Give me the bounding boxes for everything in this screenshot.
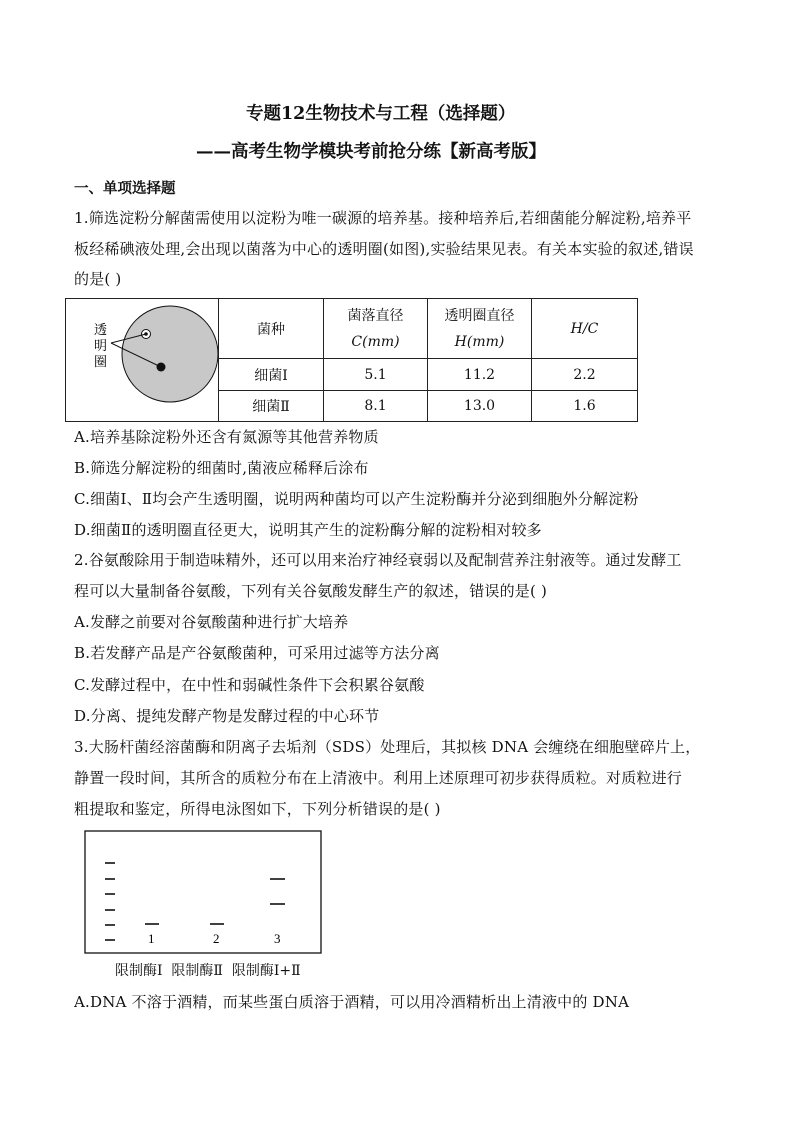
table-cell: 细菌Ⅱ bbox=[219, 390, 324, 421]
page-subtitle: ——高考生物学模块考前抢分练【新高考版】 bbox=[196, 142, 546, 162]
header-colony-diameter bbox=[324, 299, 428, 359]
header-colony-diameter-line-1: 菌落直径 bbox=[347, 307, 404, 324]
table-cell: 5.1 bbox=[324, 359, 428, 390]
section-heading: 一、单项选择题 bbox=[74, 180, 176, 197]
lane-2-label: 2 bbox=[213, 931, 220, 946]
gel-caption: 限制酶Ⅰ 限制酶Ⅱ 限制酶Ⅰ+Ⅱ bbox=[115, 963, 301, 979]
q1-option-b: B.筛选分解淀粉的细菌时,菌液应稀释后涂布 bbox=[74, 459, 369, 477]
petri-dish-figure bbox=[66, 299, 219, 422]
q2-option-d: D.分离、提纯发酵产物是发酵过程的中心环节 bbox=[74, 707, 380, 725]
question-1-line-3: 的是( ) bbox=[74, 270, 122, 288]
q1-option-a: A.培养基除淀粉外还含有氮源等其他营养物质 bbox=[74, 428, 379, 446]
electrophoresis-gel-figure bbox=[84, 830, 324, 956]
q1-option-c: C.细菌Ⅰ、Ⅱ均会产生透明圈，说明两种菌均可以产生淀粉酶并分泌到细胞外分解淀粉 bbox=[74, 490, 639, 508]
question-2-line-1: 2.谷氨酸除用于制造味精外，还可以用来治疗神经衰弱以及配制营养注射液等。通过发酵工 bbox=[74, 551, 682, 569]
table-cell: 13.0 bbox=[428, 390, 532, 421]
header-ratio: H/C bbox=[532, 299, 638, 359]
question-1-line-1: 1.筛选淀粉分解菌需使用以淀粉为唯一碳源的培养基。接种培养后,若细菌能分解淀粉,培养平 bbox=[74, 209, 692, 227]
table-cell: 11.2 bbox=[428, 359, 532, 390]
q2-option-a: A.发酵之前要对谷氨酸菌种进行扩大培养 bbox=[74, 613, 349, 631]
page-title: 专题12生物技术与工程（选择题） bbox=[246, 104, 516, 124]
question-3-line-1: 3.大肠杆菌经溶菌酶和阴离子去垢剂（SDS）处理后，其拟核 DNA 会缠绕在细胞壁碎片上， bbox=[74, 738, 701, 756]
question-3-line-3: 粗提取和鉴定，所得电泳图如下，下列分析错误的是( ) bbox=[74, 800, 441, 818]
q1-option-d: D.细菌Ⅱ的透明圈直径更大，说明其产生的淀粉酶分解的淀粉相对较多 bbox=[74, 521, 542, 539]
q2-option-b: B.若发酵产品是产谷氨酸菌种，可采用过滤等方法分离 bbox=[74, 644, 440, 662]
figure-label-char-3: 圈 bbox=[94, 355, 108, 370]
q3-option-a: A.DNA 不溶于酒精，而某些蛋白质溶于酒精，可以用冷酒精析出上清液中的 DNA bbox=[74, 993, 630, 1011]
question-2-line-2: 程可以大量制备谷氨酸，下列有关谷氨酸发酵生产的叙述，错误的是( ) bbox=[74, 582, 548, 600]
figure-label-char-1: 透 bbox=[94, 323, 108, 338]
header-colony-diameter-line-2: C(mm) bbox=[351, 333, 400, 350]
q2-option-c: C.发酵过程中，在中性和弱碱性条件下会积累谷氨酸 bbox=[74, 676, 425, 694]
table-cell: 1.6 bbox=[532, 390, 638, 421]
q1-results-table bbox=[65, 298, 638, 422]
table-cell: 2.2 bbox=[532, 359, 638, 390]
question-3-line-2: 静置一段时间，其所含的质粒分布在上清液中。利用上述原理可初步获得质粒。对质粒进行 bbox=[74, 769, 683, 787]
header-halo-diameter-line-2: H(mm) bbox=[454, 333, 505, 350]
table-cell: 8.1 bbox=[324, 390, 428, 421]
header-halo-diameter-line-1: 透明圈直径 bbox=[444, 307, 515, 324]
lane-1-label: 1 bbox=[148, 931, 155, 946]
figure-label-char-2: 明 bbox=[94, 339, 108, 354]
table-cell: 细菌Ⅰ bbox=[219, 359, 324, 390]
lane-3-label: 3 bbox=[274, 931, 281, 946]
header-strain: 菌种 bbox=[219, 299, 324, 359]
question-1-line-2: 板经稀碘液处理,会出现以菌落为中心的透明圈(如图),实验结果见表。有关本实验的叙述,错误 bbox=[74, 240, 694, 258]
header-halo-diameter bbox=[428, 299, 532, 359]
petri-dish-icon bbox=[66, 299, 218, 421]
